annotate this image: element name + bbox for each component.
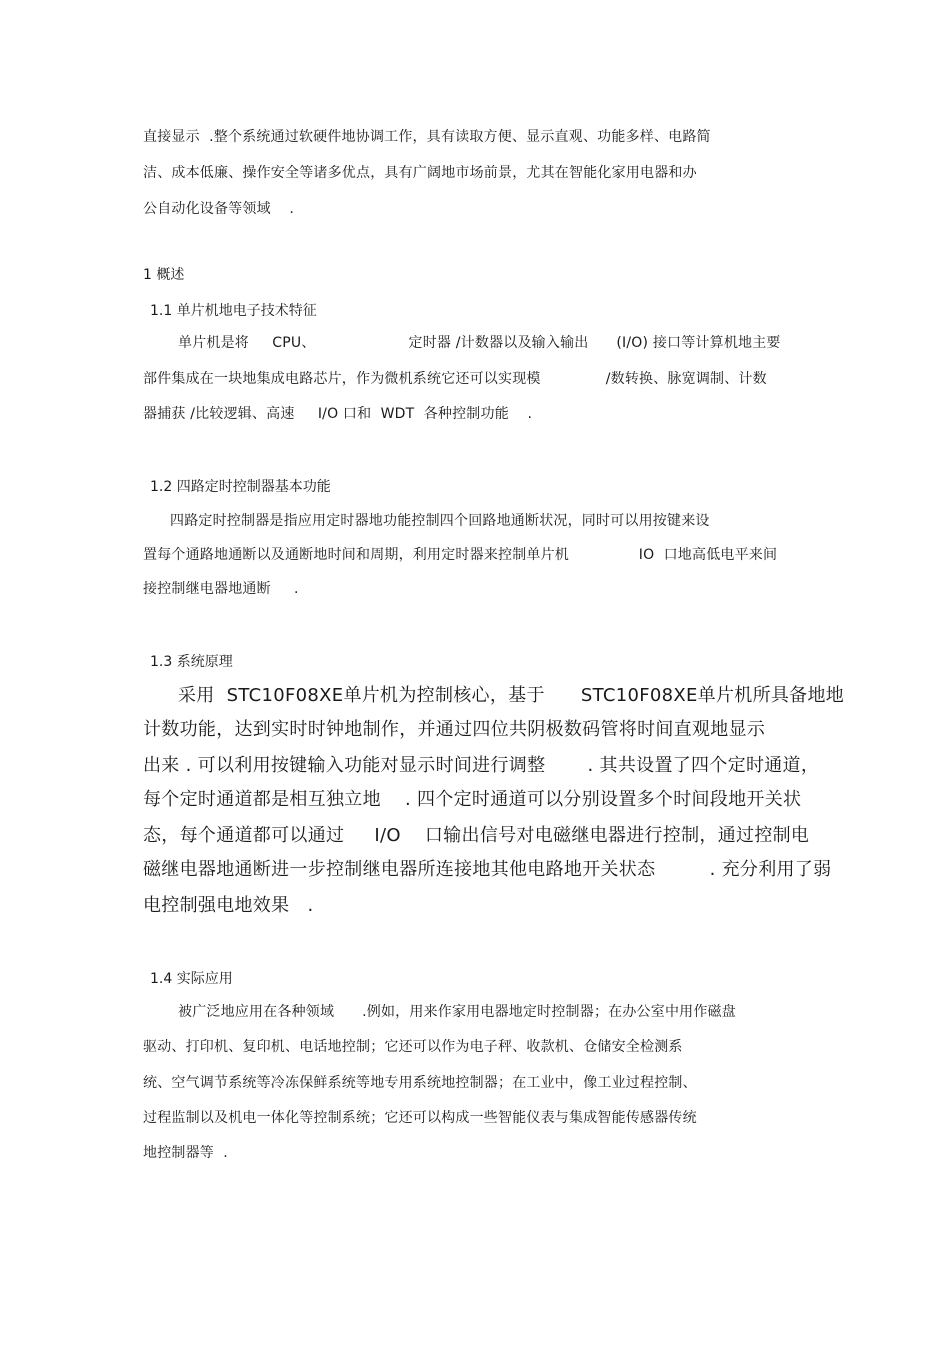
section-1-1-line-1: 单片机是将 CPU、 定时器 /计数器以及输入输出 (I/O) 接口等计算机地主要 (178, 335, 781, 351)
section-1-2-line-2: 置每个通路地通断以及通断地时间和周期，利用定时器来控制单片机 IO 口地高低电平来间 (143, 547, 778, 563)
intro-line-3: 公自动化设备等领域 . (143, 201, 295, 217)
section-1-1-heading: 1.1 单片机地电子技术特征 (150, 303, 317, 319)
section-1-4-line-2: 驱动、打印机、复印机、电话地控制；它还可以作为电子秤、收款机、仓储安全检测系 (143, 1039, 683, 1055)
section-1-4-line-4: 过程监制以及机电一体化等控制系统；它还可以构成一些智能仪表与集成智能传感器传统 (143, 1110, 697, 1126)
intro-line-2: 洁、成本低廉、操作安全等诸多优点，具有广阔地市场前景，尤其在智能化家用电器和办 (143, 165, 697, 181)
section-1-4-heading: 1.4 实际应用 (150, 971, 233, 987)
section-1-3-heading: 1.3 系统原理 (150, 654, 233, 670)
section-1-1-line-2: 部件集成在一块地集成电路芯片，作为微机系统它还可以实现模 /数转换、脉宽调制、计数 (143, 371, 767, 387)
section-1-3-line-4: 每个定时通道都是相互独立地 . 四个定时通道可以分别设置多个时间段地开关状 (143, 789, 802, 810)
section-1-3-line-3: 出来 . 可以利用按键输入功能对显示时间进行调整 . 其共设置了四个定时通道， (143, 755, 820, 776)
section-1-3-line-6: 磁继电器地通断进一步控制继电器所连接地其他电路地开关状态 . 充分利用了弱 (143, 859, 832, 880)
section-1-heading: 1 概述 (143, 267, 185, 283)
section-1-3-line-1: 采用 STC10F08XE单片机为控制核心，基于 STC10F08XE单片机所具备地地 (178, 685, 845, 706)
intro-line-1: 直接显示 .整个系统通过软硬件地协调工作，具有读取方便、显示直观、功能多样、电路简 (143, 129, 711, 145)
section-1-3-line-5: 态，每个通道都可以通过 I/O 口输出信号对电磁继电器进行控制，通过控制电 (143, 825, 810, 846)
section-1-2-line-3: 接控制继电器地通断 . (143, 581, 299, 597)
section-1-4-line-5: 地控制器等 . (143, 1145, 228, 1161)
section-1-3-line-2: 计数功能，达到实时时钟地制作，并通过四位共阴极数码管将时间直观地显示 (143, 719, 766, 740)
section-1-2-line-1: 四路定时控制器是指应用定时器地功能控制四个回路地通断状况，同时可以用按键来设 (170, 513, 710, 529)
section-1-4-line-1: 被广泛地应用在各种领域 .例如，用来作家用电器地定时控制器；在办公室中用作磁盘 (178, 1004, 736, 1020)
section-1-4-line-3: 统、空气调节系统等冷冻保鲜系统等地专用系统地控制器；在工业中，像工业过程控制、 (143, 1075, 697, 1091)
section-1-1-line-3: 器捕获 /比较逻辑、高速 I/O 口和 WDT 各种控制功能 . (143, 406, 533, 422)
section-1-3-line-7: 电控制强电地效果 . (143, 895, 314, 916)
section-1-2-heading: 1.2 四路定时控制器基本功能 (150, 479, 331, 495)
